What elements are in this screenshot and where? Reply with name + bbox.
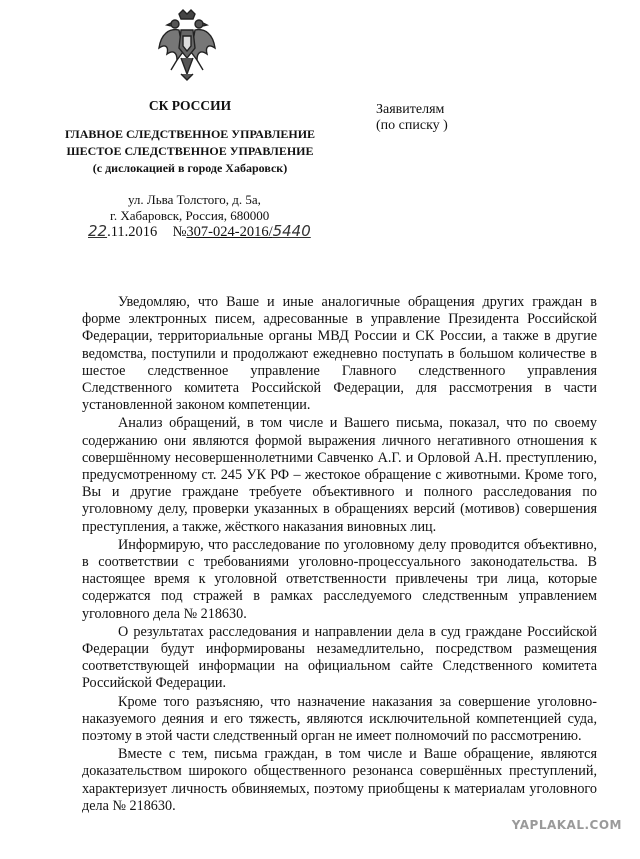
- sender-address: [110, 192, 310, 224]
- address-line-2: г. Хабаровск, Россия, 680000: [110, 208, 270, 223]
- addressee-line-2: (по списку ): [376, 118, 448, 133]
- sender-header: [60, 98, 320, 177]
- date-and-number: [88, 222, 311, 241]
- paragraph-5: Кроме того разъясняю, что назначение наказания за совершение уголовно-наказуемого деяния и его тяжесть, являются исключительной компетенцией суда, поэтому в этой части следственный орган не имеет полномочий по рассмотрению.: [82, 693, 597, 745]
- department-line-3: (с дислокацией в городе Хабаровск): [92, 161, 288, 175]
- paragraph-1: Уведомляю, что Ваше и иные аналогичные обращения других граждан в форме электронных писем, адресованные в управление Президента Российской Федерации, территориальные органы МВД России и СК России, а также в другие ведомства, поступили и продолжают ежедневно поступать в большом количестве в шестое следственное управление Главного следственного управления Следственного комитета Российской Федерации, для рассмотрения в части установленной законом компетенции.: [82, 294, 597, 414]
- document-number: 307-024-2016/: [186, 224, 273, 240]
- date-rest: .11.2016: [107, 224, 158, 240]
- department-line-2: ШЕСТОЕ СЛЕДСТВЕННОЕ УПРАВЛЕНИЕ: [66, 144, 314, 158]
- letter-body: [82, 294, 597, 816]
- paragraph-4: О результатах расследования и направлении дела в суд граждане Российской Федерации будут информированы незамедлительно, посредством размещения соответствующей информации на официальном сайте Следственного комитета Российской Федерации.: [82, 623, 597, 692]
- addressee-line-1: Заявителям: [376, 102, 445, 117]
- department-line-1: ГЛАВНОЕ СЛЕДСТВЕННОЕ УПРАВЛЕНИЕ: [64, 127, 316, 141]
- number-prefix: №: [172, 224, 187, 240]
- date-day-handwritten: 22: [88, 222, 108, 240]
- organization-name: СК РОССИИ: [148, 98, 232, 113]
- paragraph-6: Вместе с тем, письма граждан, в том числе и Ваше обращение, являются доказательством широкого общественного резонанса совершённых преступлений, характеризует личность обвиняемых, поэтому приобщены к материалам уголовного дела № 218630.: [82, 746, 597, 814]
- address-line-1: ул. Льва Толстого, д. 5а,: [128, 192, 261, 207]
- paragraph-3: Информирую, что расследование по уголовному делу проводится объективно, в соответствии с требованиями уголовно-процессуального законодательства. В настоящее время к уголовной ответственности привлечены три лица, которые содержатся под стражей в рамках расследуемого следственным управлением уголовного дела № 218630.: [82, 536, 597, 622]
- site-watermark: YAPLAKAL.COM: [511, 818, 622, 832]
- paragraph-2: Анализ обращений, в том числе и Вашего письма, показал, что по своему содержанию они являются формой выражения личного негативного отношения к совершённому несовершеннолетними Савченко А.Г. и Орловой А.Н. преступлению, предусмотренному ст. 245 УК РФ – жестокое обращение с животными. Кроме того, Вы и другие граждане требуете объективного и полного расследования по уголовному делу, проверки указанных в обращениях версий (мотивов) совершения преступления, а также, жёсткого наказания виновных лиц.: [82, 415, 597, 535]
- document-number-handwritten: 5440: [272, 222, 311, 240]
- coat-of-arms-emblem: [155, 8, 219, 88]
- addressee-block: [376, 102, 448, 134]
